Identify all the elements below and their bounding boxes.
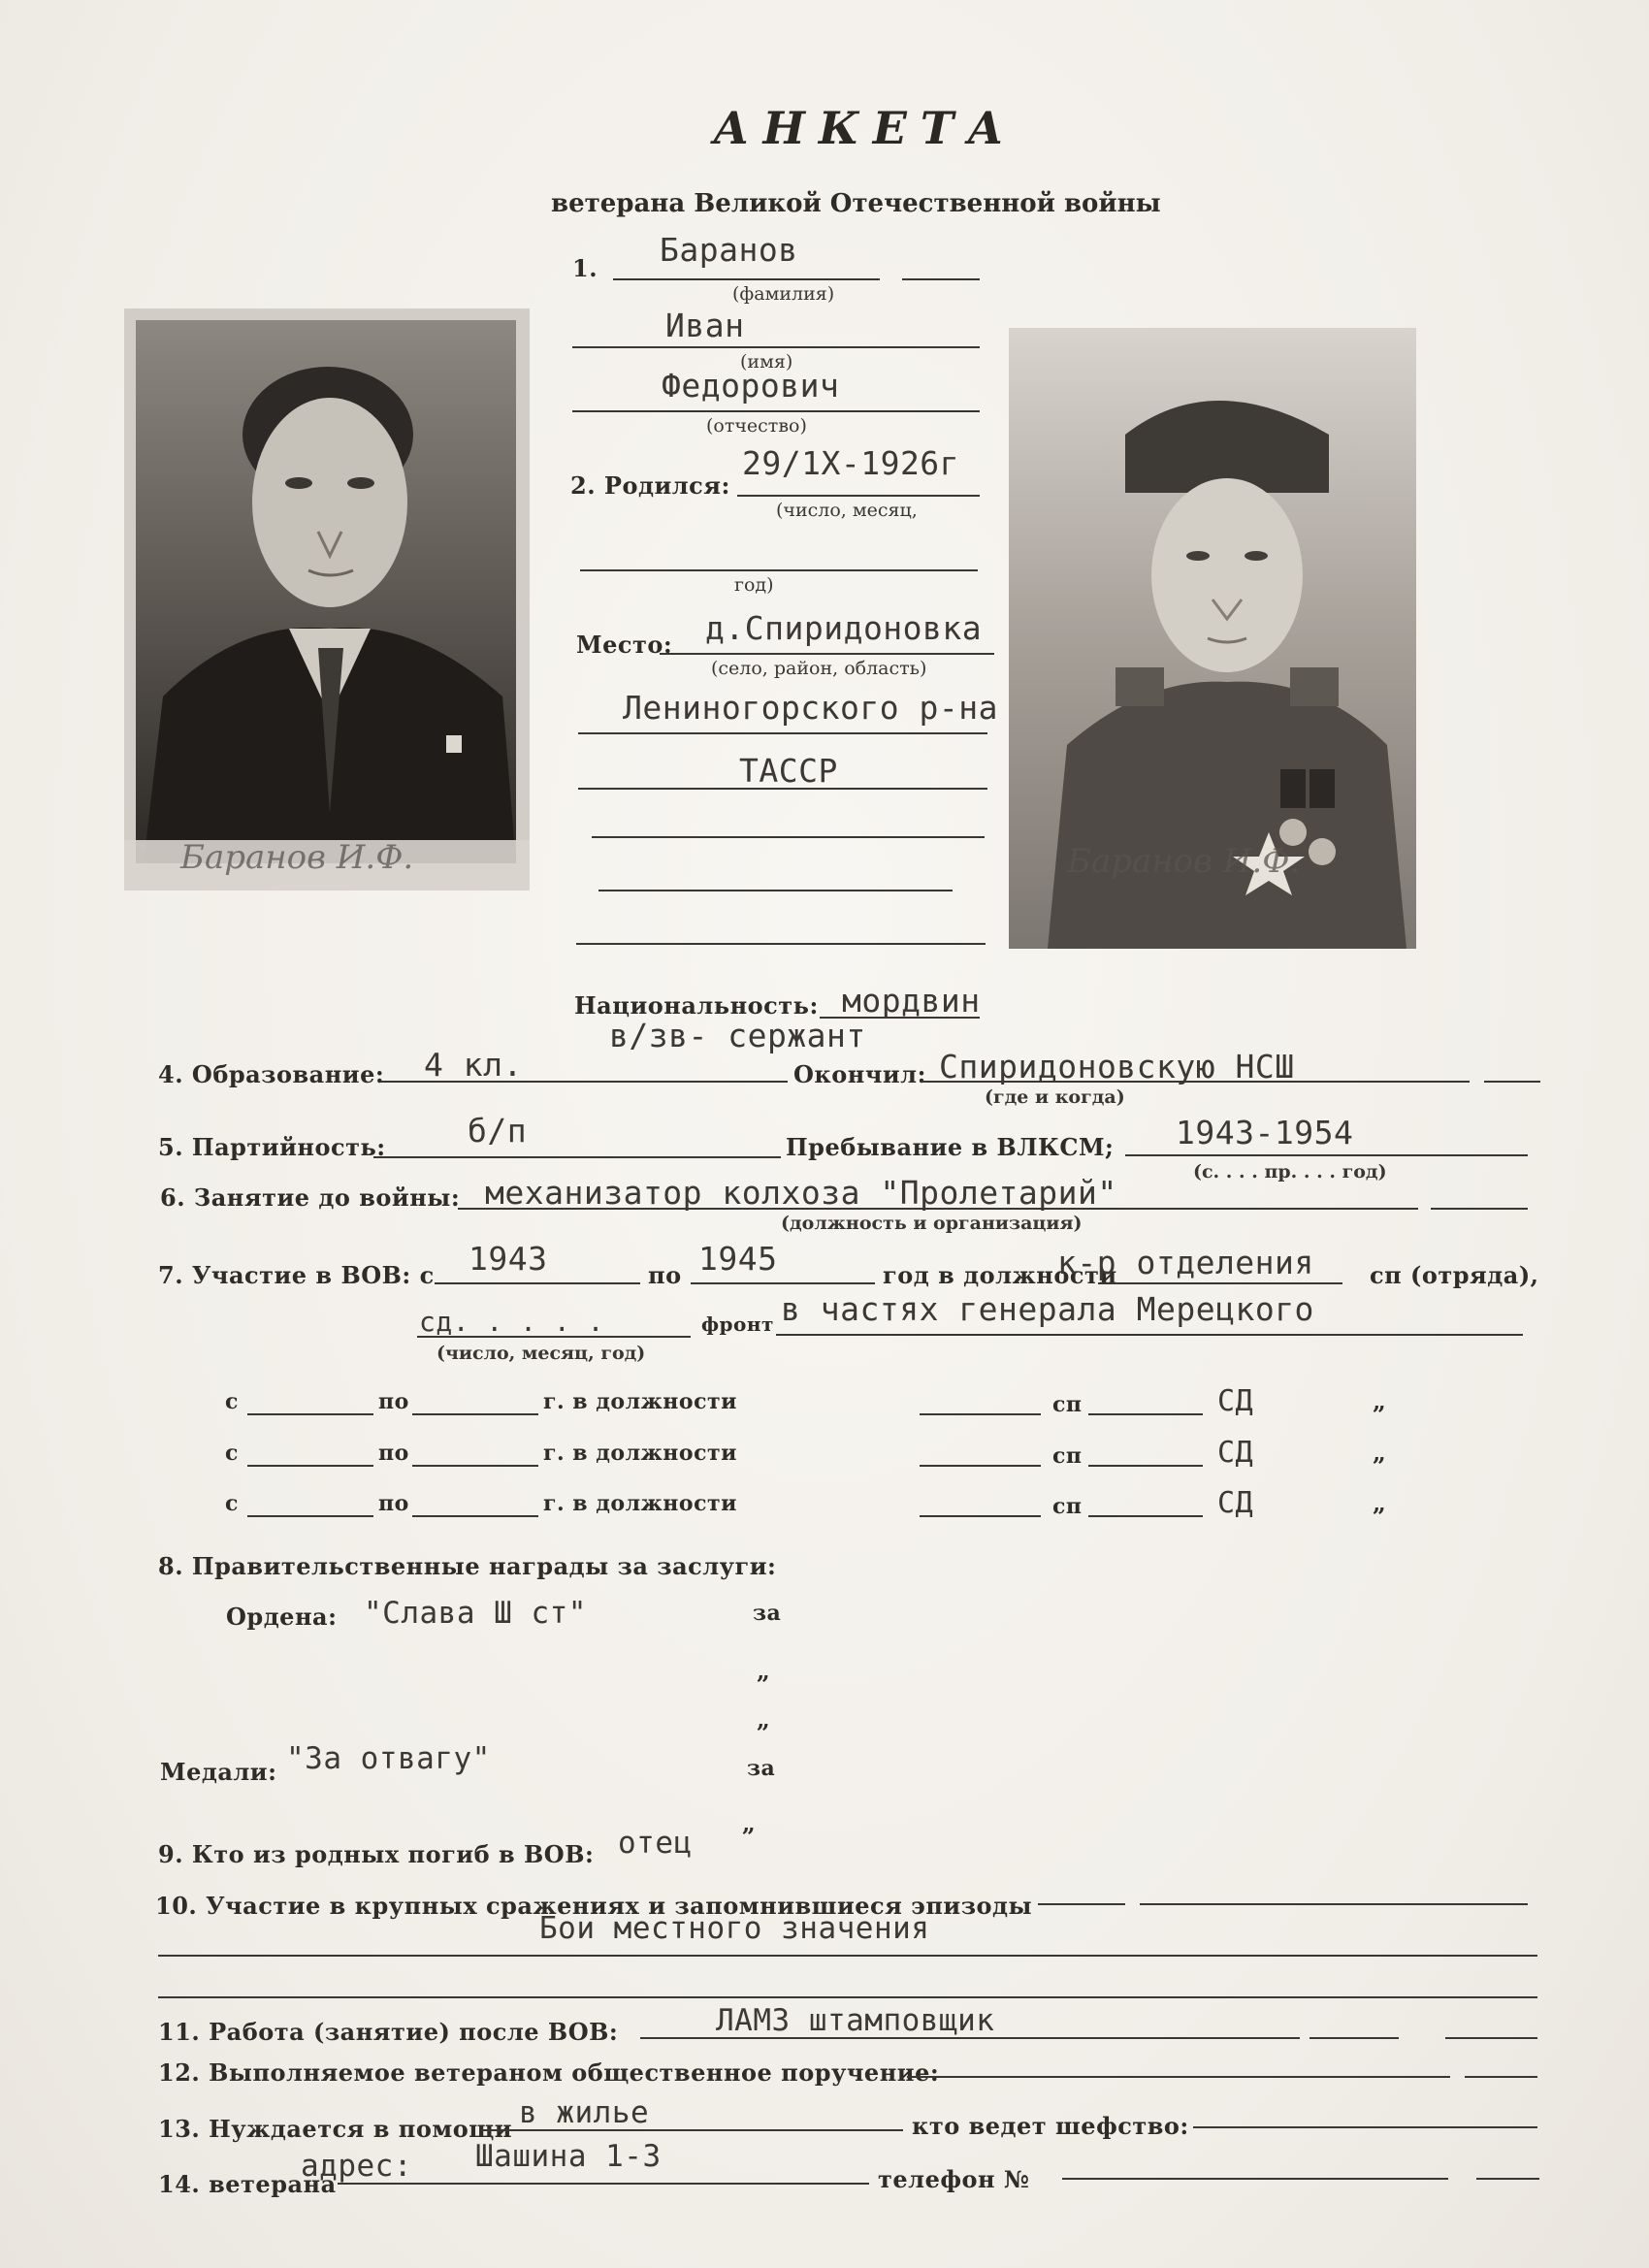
occupation-label: 6. Занятие до войны: bbox=[160, 1183, 461, 1212]
war-to-label: по bbox=[648, 1261, 682, 1289]
education-value: 4 кл. bbox=[424, 1046, 523, 1084]
place-line bbox=[660, 653, 994, 655]
occupation-line-2 bbox=[1431, 1208, 1528, 1210]
born-caption-year: год) bbox=[734, 574, 774, 596]
place-label: Место: bbox=[576, 631, 673, 659]
war-front-value: в частях генерала Мерецкого bbox=[781, 1290, 1314, 1328]
help-label: 13. Нуждается в помощи bbox=[158, 2115, 512, 2143]
surname-line bbox=[613, 278, 880, 280]
vlksm-value: 1943-1954 bbox=[1176, 1114, 1354, 1151]
orders-value: "Слава Ш ст" bbox=[364, 1596, 587, 1631]
war-row-1-quote: „ bbox=[1373, 1387, 1387, 1415]
photo-veteran-young-soldier bbox=[1009, 328, 1416, 949]
battles-label: 10. Участие в крупных сражениях и запомнившиеся эпизоды bbox=[155, 1892, 1033, 1920]
war-row-1-s: с bbox=[225, 1389, 239, 1414]
war-row-2-po: по bbox=[378, 1441, 409, 1466]
public-duty-label: 12. Выполняемое ветераном общественное поручение: bbox=[158, 2058, 940, 2087]
finished-line bbox=[922, 1081, 1470, 1083]
war-row-2-from-line bbox=[247, 1465, 373, 1467]
war-position-label: год в должности bbox=[883, 1261, 1117, 1289]
place-line-6 bbox=[576, 943, 986, 945]
war-to-value: 1945 bbox=[698, 1240, 778, 1278]
war-caption: (число, месяц, год) bbox=[436, 1343, 646, 1364]
surname-line-2 bbox=[902, 278, 980, 280]
war-row-1-sp-line bbox=[1088, 1413, 1203, 1415]
war-label: 7. Участие в ВОВ: с bbox=[158, 1261, 435, 1289]
finished-value: Спиридоновскую НСШ bbox=[939, 1048, 1295, 1085]
finished-caption: (где и когда) bbox=[985, 1086, 1125, 1108]
war-row-2-s: с bbox=[225, 1441, 239, 1466]
war-row-3-sd: СД bbox=[1217, 1486, 1254, 1520]
orders-za: за bbox=[753, 1601, 782, 1626]
rank-value: в/зв- сержант bbox=[609, 1017, 866, 1054]
orders-quote-2: „ bbox=[757, 1705, 771, 1733]
public-duty-line-2 bbox=[1465, 2076, 1537, 2078]
war-row-2-sp-line bbox=[1088, 1465, 1203, 1467]
medals-za: за bbox=[747, 1756, 776, 1781]
occupation-value: механизатор колхоза "Пролетарий" bbox=[485, 1174, 1117, 1212]
surname-caption: (фамилия) bbox=[732, 283, 835, 305]
place-caption: (село, район, область) bbox=[711, 658, 927, 679]
after-war-line-2 bbox=[1310, 2037, 1399, 2039]
photo-right-signature: Баранов И.Ф. bbox=[1067, 842, 1301, 881]
war-unit-label: сп (отряда), bbox=[1370, 1261, 1539, 1289]
patron-label: кто ведет шефство: bbox=[912, 2112, 1189, 2140]
war-row-3-quote: „ bbox=[1373, 1489, 1387, 1517]
vlksm-caption: (с. . . . пр. . . . год) bbox=[1193, 1161, 1387, 1183]
war-from-line bbox=[435, 1282, 640, 1284]
vlksm-line bbox=[1125, 1154, 1528, 1156]
battles-value: Бои местного значения bbox=[539, 1911, 930, 1946]
vlksm-label: Пребывание в ВЛКСМ; bbox=[786, 1133, 1115, 1161]
finished-line-2 bbox=[1484, 1081, 1540, 1083]
war-row-3-sp: сп bbox=[1052, 1494, 1083, 1519]
occupation-line bbox=[458, 1208, 1418, 1210]
photo-veteran-older bbox=[124, 308, 530, 891]
photo-left-signature: Баранов И.Ф. bbox=[180, 838, 414, 877]
war-row-3-pos-line bbox=[920, 1515, 1041, 1517]
born-line bbox=[737, 495, 980, 497]
address-line bbox=[338, 2183, 869, 2185]
place-line-4 bbox=[592, 836, 985, 838]
after-war-label: 11. Работа (занятие) после ВОВ: bbox=[158, 2018, 619, 2046]
war-row-1-sd: СД bbox=[1217, 1384, 1254, 1418]
born-year-line bbox=[580, 569, 978, 571]
war-row-3-from-line bbox=[247, 1515, 373, 1517]
surname-value: Баранов bbox=[660, 231, 798, 269]
war-to-line bbox=[691, 1282, 875, 1284]
address-typed-label: адрес: bbox=[301, 2149, 412, 2184]
occupation-caption: (должность и организация) bbox=[781, 1213, 1083, 1234]
war-from-value: 1943 bbox=[469, 1240, 548, 1278]
battles-line-a bbox=[1038, 1903, 1125, 1905]
war-row-2-pos: г. в должности bbox=[543, 1441, 737, 1466]
place-line-2 bbox=[578, 732, 987, 734]
orders-quote-1: „ bbox=[757, 1657, 771, 1685]
address-value: Шашина 1-3 bbox=[475, 2139, 662, 2174]
patronymic-value: Федорович bbox=[662, 367, 840, 405]
party-line bbox=[373, 1156, 781, 1158]
help-value: в жилье bbox=[519, 2095, 650, 2130]
war-row-2-sp: сп bbox=[1052, 1443, 1083, 1469]
war-row-2-quote: „ bbox=[1373, 1439, 1387, 1467]
education-label: 4. Образование: bbox=[158, 1060, 385, 1088]
born-label: 2. Родился: bbox=[570, 471, 730, 500]
war-row-3-pos: г. в должности bbox=[543, 1491, 737, 1516]
place-line-3 bbox=[578, 788, 987, 790]
patronymic-line bbox=[572, 410, 980, 412]
party-label: 5. Партийность: bbox=[158, 1133, 386, 1161]
war-row-1-to-line bbox=[412, 1413, 538, 1415]
form-title: АНКЕТА bbox=[713, 102, 1018, 154]
war-sd-label: сд. . . . . bbox=[419, 1306, 604, 1338]
relatives-label: 9. Кто из родных погиб в ВОВ: bbox=[158, 1840, 595, 1868]
battles-line-3 bbox=[158, 1996, 1537, 1998]
patronymic-caption: (отчество) bbox=[706, 415, 807, 437]
war-row-2-pos-line bbox=[920, 1465, 1041, 1467]
after-war-value: ЛАМЗ штамповщик bbox=[716, 2003, 995, 2038]
form-subtitle: ветерана Великой Отечественной войны bbox=[551, 189, 1161, 218]
war-row-1-pos: г. в должности bbox=[543, 1389, 737, 1414]
patron-line bbox=[1193, 2126, 1537, 2128]
phone-label: телефон № bbox=[878, 2165, 1030, 2193]
after-war-line-3 bbox=[1445, 2037, 1537, 2039]
help-line bbox=[481, 2129, 903, 2131]
war-front-line bbox=[776, 1334, 1523, 1336]
war-row-1-sp: сп bbox=[1052, 1392, 1083, 1417]
medals-value: "За отвагу" bbox=[286, 1741, 491, 1776]
battles-line-2 bbox=[158, 1955, 1537, 1957]
orders-label: Ордена: bbox=[226, 1603, 338, 1631]
name-value: Иван bbox=[665, 307, 745, 344]
war-front-label: фронт bbox=[701, 1312, 774, 1336]
education-line bbox=[380, 1081, 788, 1083]
war-row-1-from-line bbox=[247, 1413, 373, 1415]
war-position-value: к-р отделения bbox=[1057, 1244, 1314, 1281]
address-label: 14. ветерана bbox=[158, 2170, 337, 2198]
place-line2-value: Лениногорского р-на bbox=[623, 689, 998, 727]
born-caption: (число, месяц, bbox=[776, 500, 918, 521]
battles-line-b bbox=[1140, 1903, 1528, 1905]
surname-number: 1. bbox=[572, 254, 598, 282]
nationality-label: Национальность: bbox=[574, 991, 819, 1020]
name-caption: (имя) bbox=[740, 351, 793, 373]
war-row-3-to-line bbox=[412, 1515, 538, 1517]
war-row-2-sd: СД bbox=[1217, 1436, 1254, 1470]
war-row-2-to-line bbox=[412, 1465, 538, 1467]
after-war-line bbox=[640, 2037, 1300, 2039]
war-row-3-sp-line bbox=[1088, 1515, 1203, 1517]
phone-line bbox=[1062, 2178, 1448, 2180]
name-line bbox=[572, 346, 980, 348]
war-position-line bbox=[1098, 1282, 1342, 1284]
public-duty-line bbox=[907, 2076, 1450, 2078]
finished-label: Окончил: bbox=[793, 1060, 926, 1088]
medals-quote: „ bbox=[742, 1809, 757, 1837]
relatives-value: отец bbox=[618, 1826, 693, 1861]
place-line3-value: ТАССР bbox=[739, 752, 838, 790]
war-row-1-po: по bbox=[378, 1389, 409, 1414]
place-line-5 bbox=[598, 890, 953, 891]
nationality-value: мордвин bbox=[842, 982, 981, 1020]
party-value: б/п bbox=[468, 1112, 528, 1150]
place-value: д.Спиридоновка bbox=[705, 609, 983, 647]
war-row-1-pos-line bbox=[920, 1413, 1041, 1415]
medals-label: Медали: bbox=[160, 1758, 277, 1786]
phone-line-2 bbox=[1476, 2178, 1539, 2180]
war-sd-line bbox=[417, 1336, 691, 1338]
awards-label: 8. Правительственные награды за заслуги: bbox=[158, 1552, 777, 1580]
war-row-3-po: по bbox=[378, 1491, 409, 1516]
war-row-3-s: с bbox=[225, 1491, 239, 1516]
born-value: 29/1Х-1926г bbox=[742, 444, 960, 482]
